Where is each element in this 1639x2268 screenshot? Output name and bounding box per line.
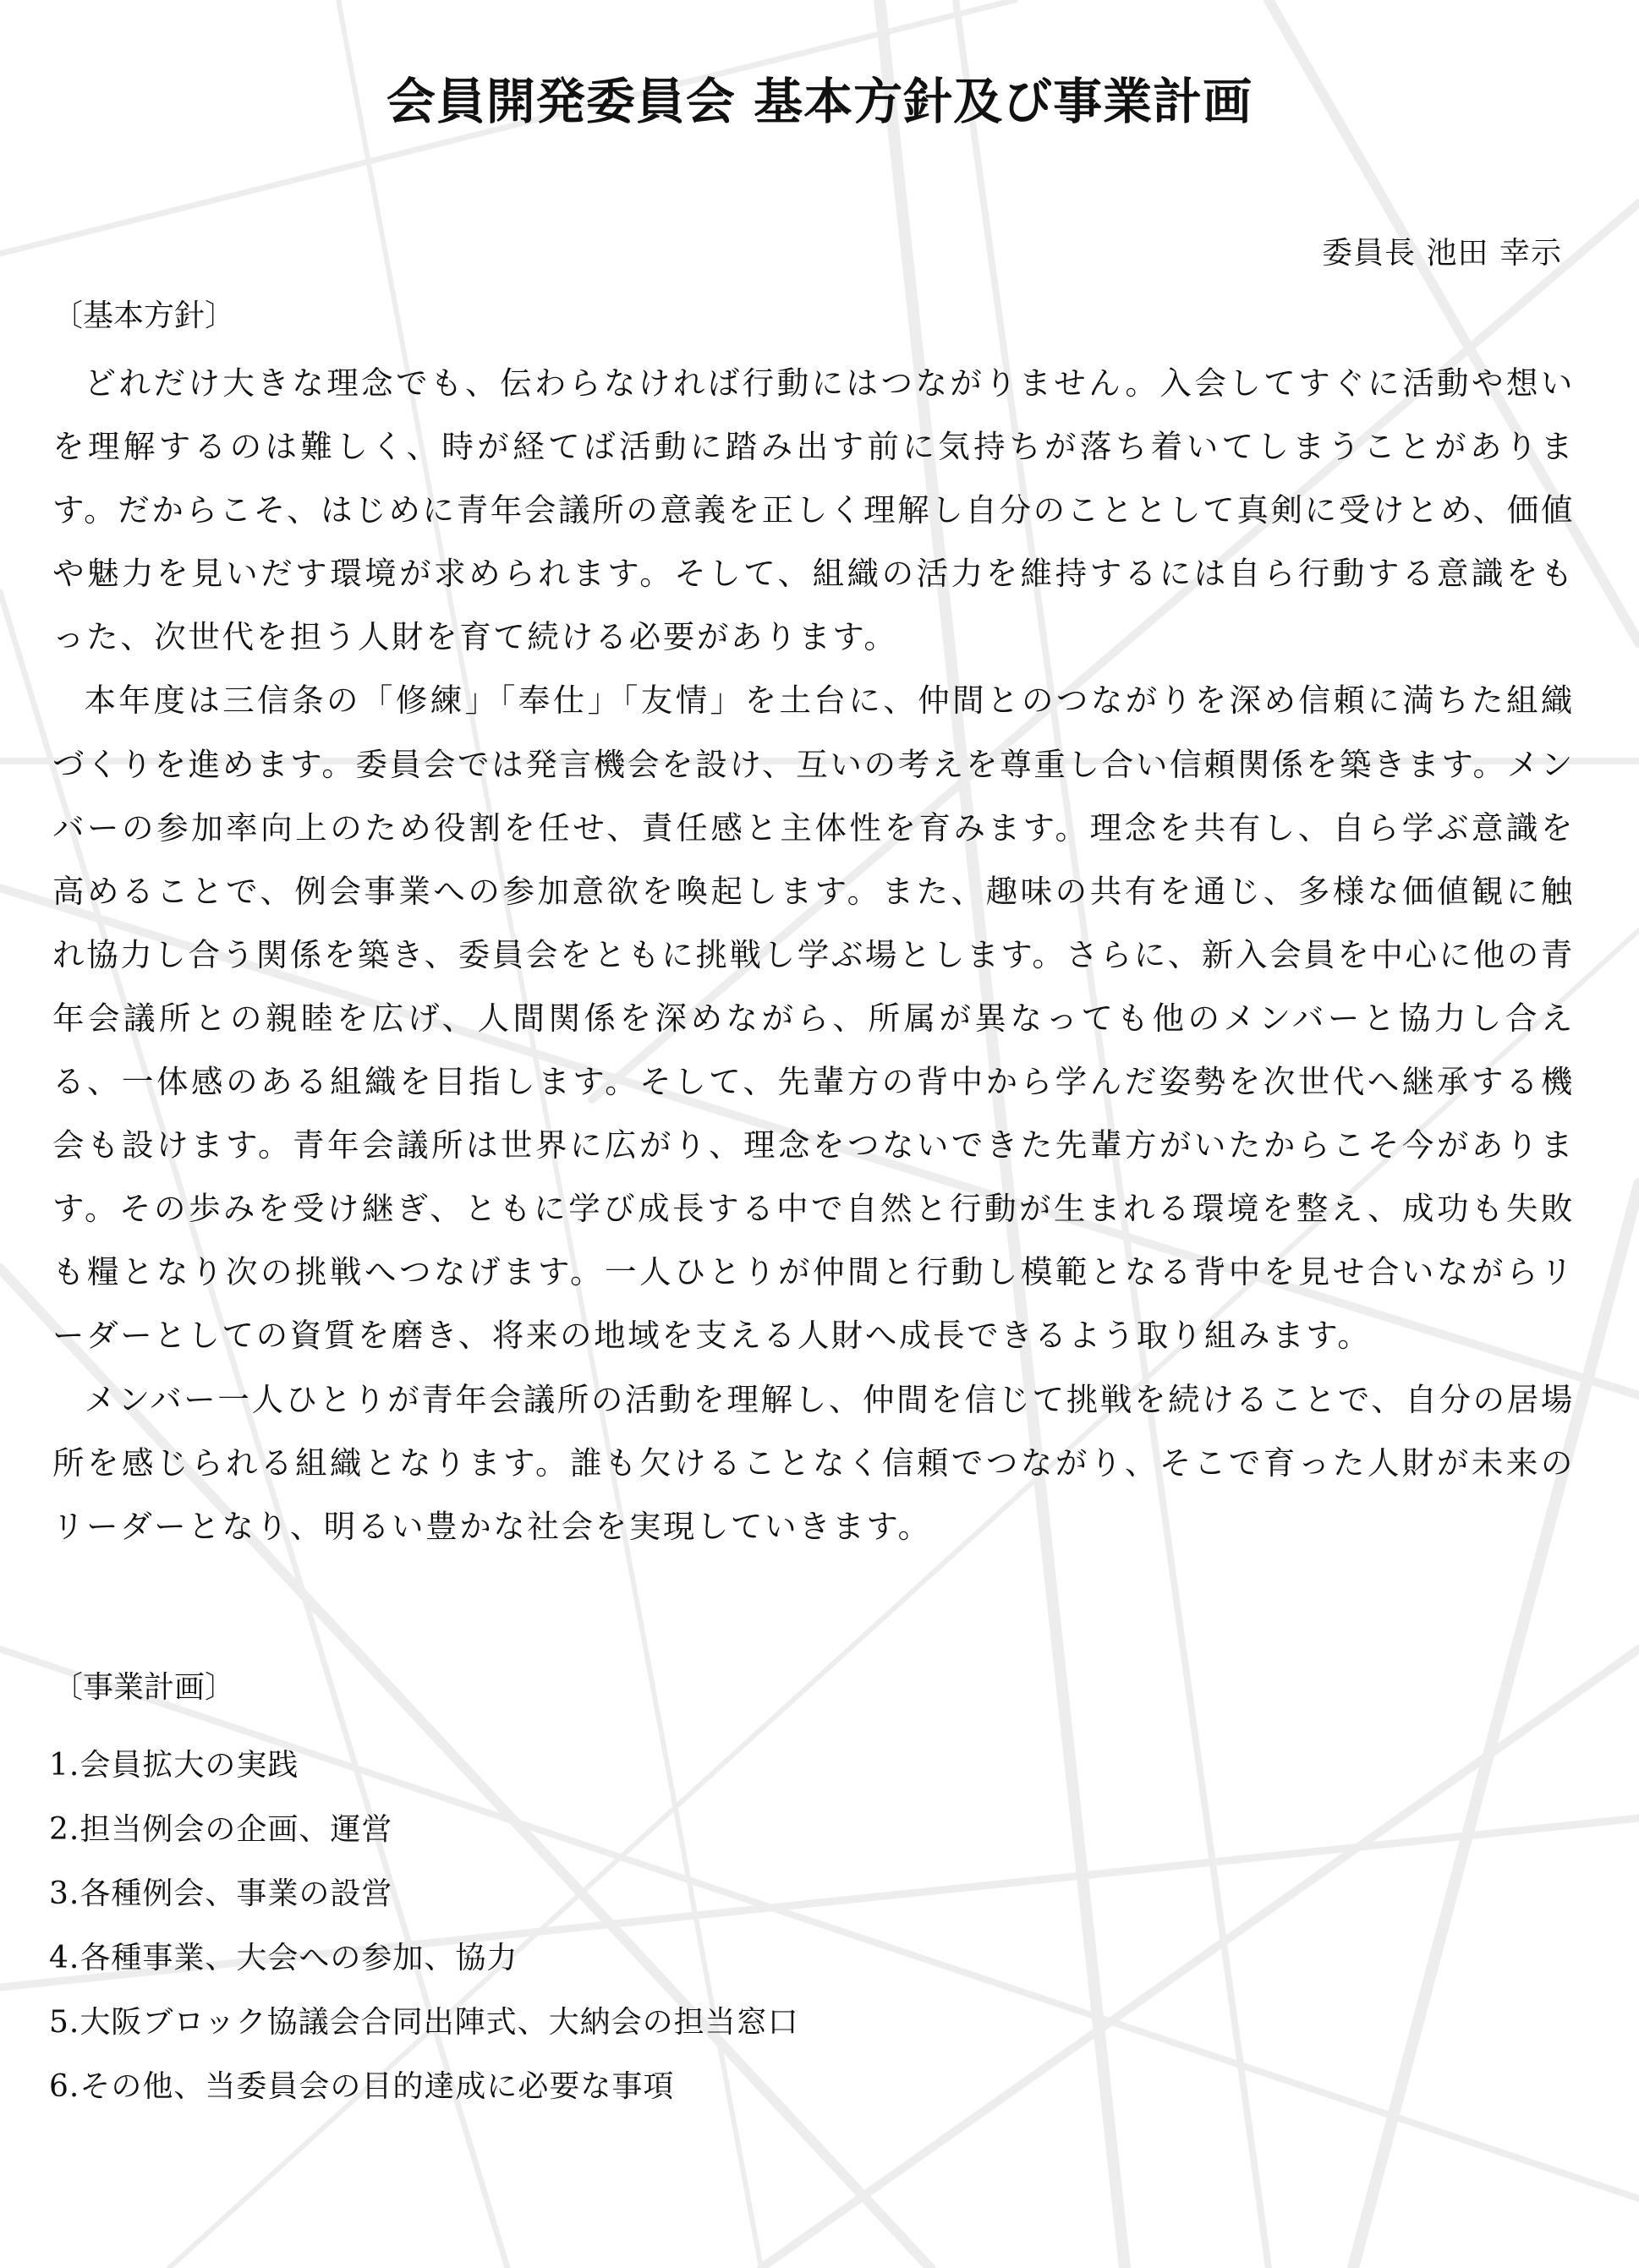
- committee-chair-name: 委員長 池田 幸示: [1322, 236, 1562, 271]
- plan-item: 6.その他、当委員会の目的達成に必要な事項: [49, 2069, 675, 2104]
- plan-list: [49, 1734, 799, 2119]
- policy-paragraph: どれだけ大きな理念でも、伝わらなければ行動にはつながりません。入会してすぐに活動や想いを理解するのは難しく、時が経てば活動に踏み出す前に気持ちが落ち着いてしまうことがあります。だからこそ、はじめに青年会議所の意義を正しく理解し自分のこととして真剣に受けとめ、価値や魅力を見いだす環境が求められます。そして、組織の活力を維持するには自ら行動する意識をもった、次世代を担う人財を育て続ける必要があります。: [52, 364, 1575, 656]
- plan-heading: 〔事業計画〕: [52, 1670, 236, 1705]
- policy-heading: 〔基本方針〕: [52, 299, 236, 333]
- plan-item: 2.担当例会の企画、運営: [49, 1812, 393, 1847]
- plan-item: 1.会員拡大の実践: [49, 1748, 299, 1783]
- plan-item: 4.各種事業、大会への参加、協力: [49, 1941, 518, 1975]
- policy-paragraph: メンバー一人ひとりが青年会議所の活動を理解し、仲間を信じて挑戦を続けることで、自分の居場所を感じられる組織となります。誰も欠けることなく信頼でつながり、そこで育った人財が未来のリーダーとなり、明るい豊かな社会を実現していきます。: [52, 1380, 1575, 1545]
- policy-body: [52, 352, 1575, 1559]
- document-title: 会員開発委員会 基本方針及び事業計画: [386, 73, 1253, 130]
- plan-item: 5.大阪ブロック協議会合同出陣式、大納会の担当窓口: [49, 2005, 799, 2040]
- plan-item: 3.各種例会、事業の設営: [49, 1876, 393, 1911]
- policy-paragraph: 本年度は三信条の「修練」「奉仕」「友情」を土台に、仲間とのつながりを深め信頼に満ちた組織づくりを進めます。委員会では発言機会を設け、互いの考えを尊重し合い信頼関係を築きます。メンバーの参加率向上のため役割を任せ、責任感と主体性を育みます。理念を共有し、自ら学ぶ意識を高めることで、例会事業への参加意欲を喚起します。また、趣味の共有を通じ、多様な価値観に触れ協力し合う関係を築き、委員会をともに挑戦し学ぶ場とします。さらに、新入会員を中心に他の青年会議所との親睦を広げ、人間関係を深めながら、所属が異なっても他のメンバーと協力し合える、一体感のある組織を目指します。そして、先輩方の背中から学んだ姿勢を次世代へ継承する機会も設けます。青年会議所は世界に広がり、理念をつないできた先輩方がいたからこそ今があります。その歩みを受け継ぎ、ともに学び成長する中で自然と行動が生まれる環境を整え、成功も失敗も糧となり次の挑戦へつなげます。一人ひとりが仲間と行動し模範となる背中を見せ合いながらリーダーとしての資質を磨き、将来の地域を支える人財へ成長できるよう取り組みます。: [52, 682, 1575, 1355]
